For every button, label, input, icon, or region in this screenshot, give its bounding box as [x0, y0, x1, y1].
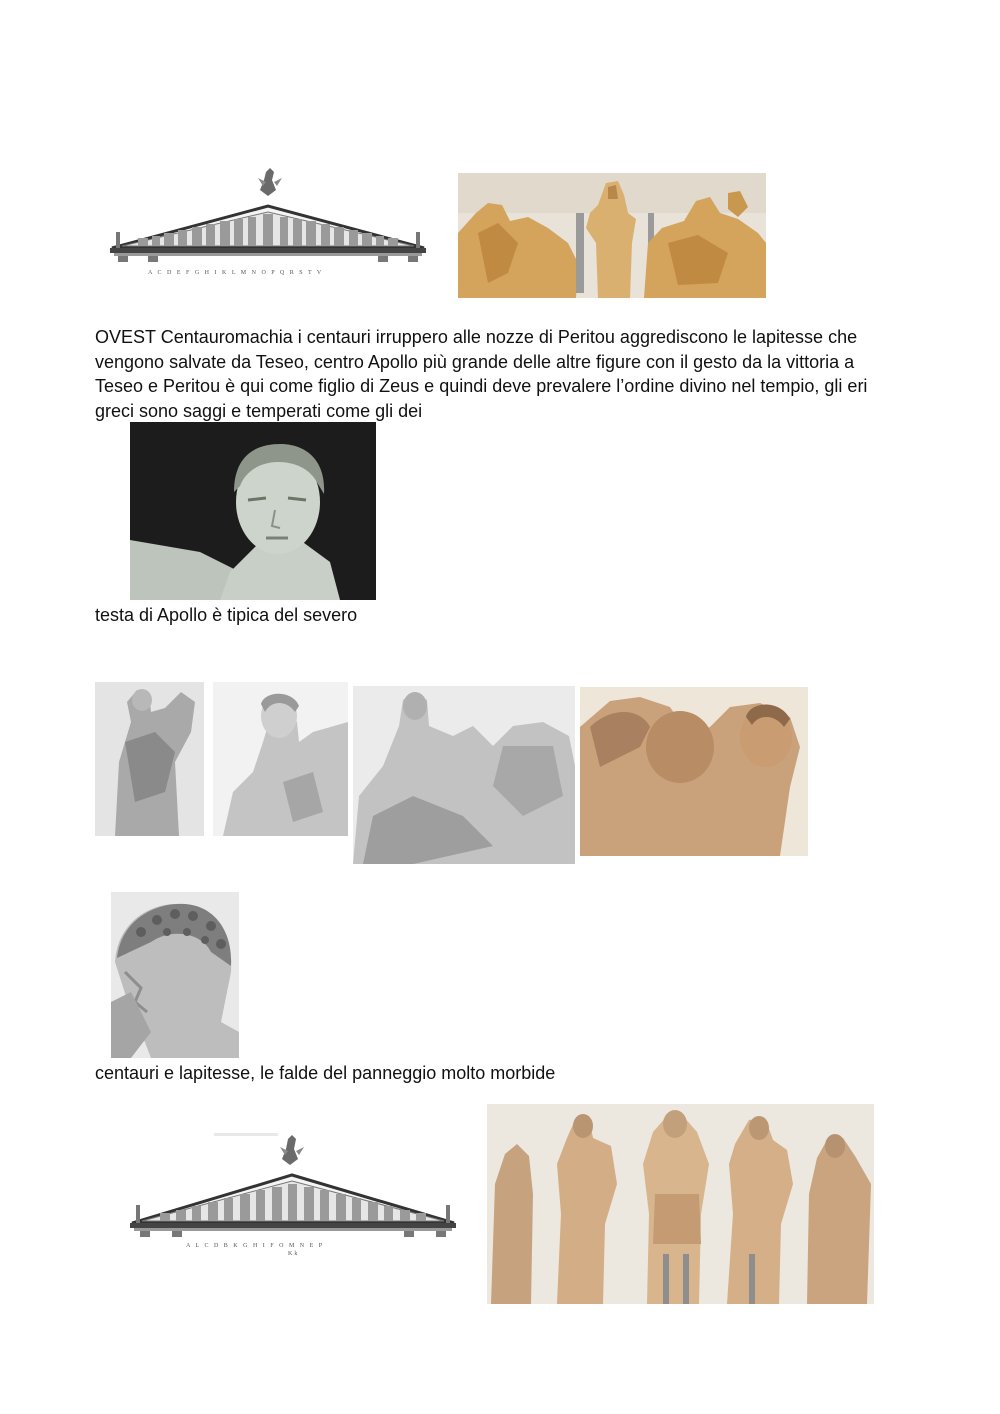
centaurs-caption: centauri e lapitesse, le falde del panneggio molto morbide — [95, 1063, 556, 1083]
east-pediment-letters: A L C D B K G H I F O M N E P — [186, 1243, 325, 1249]
apollo-head-photo — [130, 422, 376, 600]
west-pediment-photo — [458, 173, 766, 298]
east-pediment-drawing — [128, 1133, 458, 1261]
centaur-lapith-struggle-photo — [580, 687, 808, 856]
lapith-woman-photo-2 — [213, 682, 348, 836]
lapith-centaur-photo — [353, 686, 575, 864]
west-pediment-description: OVEST Centauromachia i centauri irruppero alle nozze di Peritou aggrediscono le lapitesse che vengono salvate da Teseo, centro Apollo più grande delle altre figure con il gesto da la vittoria a Teseo e Peritou è qui come figlio di Zeus e quindi deve prevalere l’ordine divino nel tempio, gli eri greci sono saggi e temperati come gli dei — [95, 327, 868, 421]
lapith-head-profile-photo — [111, 892, 239, 1058]
west-pediment-letters: A C D E F G H I K L M N O P Q R S T V — [148, 270, 324, 276]
west-pediment-drawing — [108, 166, 428, 284]
east-pediment-photo — [487, 1104, 874, 1304]
east-pediment-sublabel: Kk — [288, 1251, 300, 1257]
apollo-head-caption: testa di Apollo è tipica del severo — [95, 605, 358, 625]
lapith-woman-photo-1 — [95, 682, 204, 836]
